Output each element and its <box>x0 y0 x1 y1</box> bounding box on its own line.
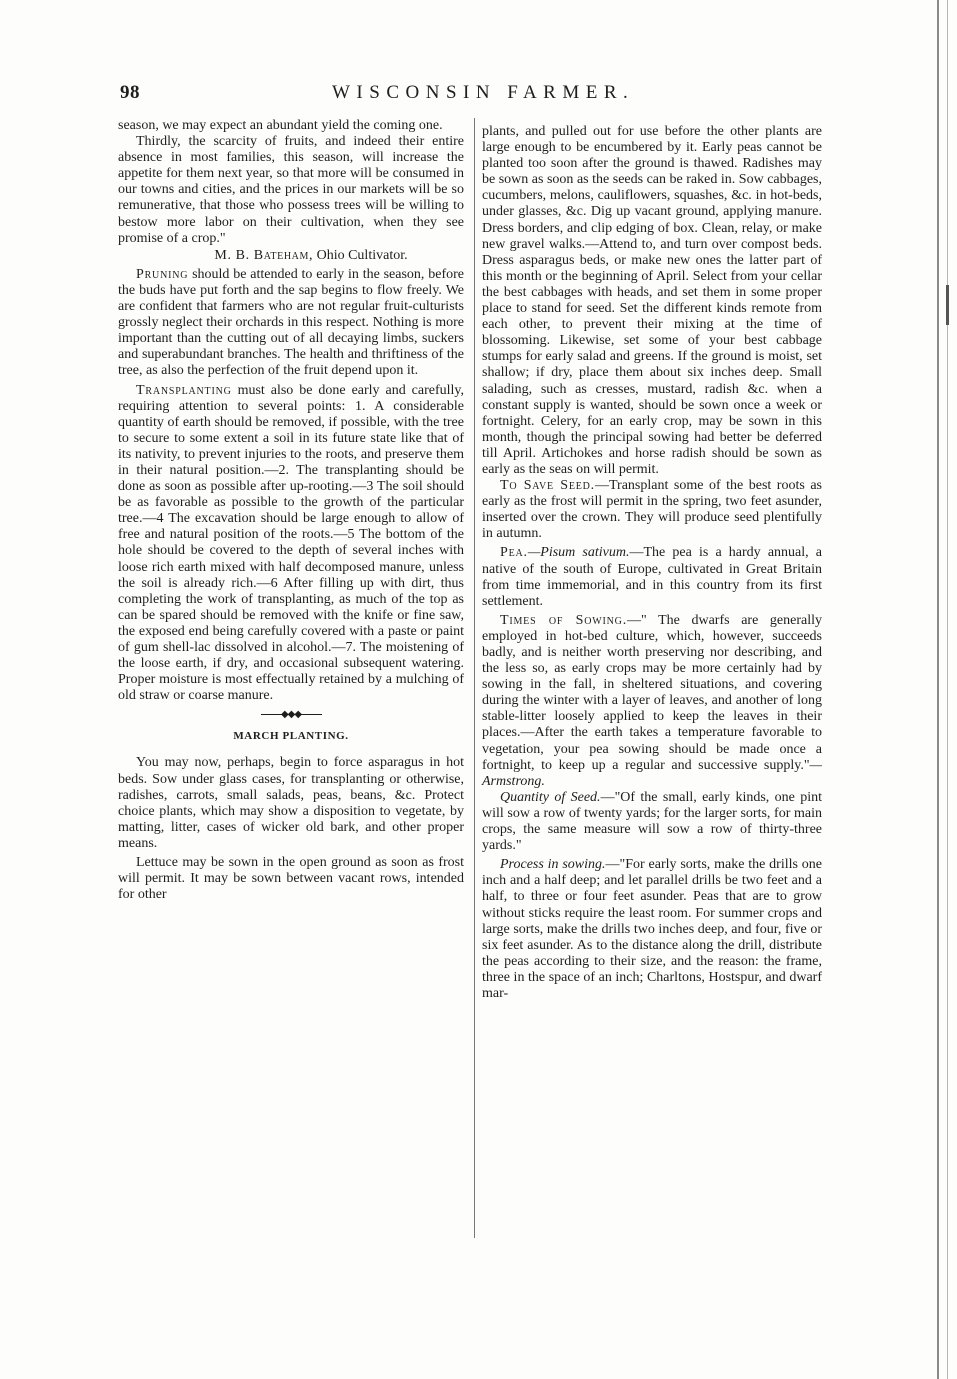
section-heading: MARCH PLANTING. <box>233 730 349 743</box>
paragraph-continued: season, we may expect an abundant yield the coming one. <box>118 118 443 133</box>
page-edge-line <box>947 0 948 1379</box>
paragraph-march-2: Lettuce may be sown in the open ground as soon as frost will permit. It may be sown between vacant rows, intended for other <box>118 855 464 903</box>
paragraph-pea <box>482 545 822 609</box>
binding-edge-line <box>937 0 939 1379</box>
page-header <box>120 82 830 110</box>
pruning-text: should be attended to early in the season, before the buds have put forth and the sap begins to flow freely. We are confident that farmers who are not regular fruit-culturists grossly neglect their orchards in this respect. Nothing is more important than the cutting out of all decaying limbs, suckers and superabundant branches. The health and thriftiness of the tree, as also the perfection of the fruit depend upon it. <box>118 266 464 379</box>
save-seed-text: —Transplant some of the best roots as early as the frost will permit in the spring, two feet asunder, inserted over the crown. They will produce seed plentifully in autumn. <box>482 478 822 542</box>
pruning-lead: Pruning <box>136 266 189 282</box>
signature <box>118 248 464 264</box>
pea-text: —The pea is a hardy annual, a native of the south of Europe, cultivated in Great Britain from time immemorial, and in this country from its first settlement. <box>482 545 823 609</box>
paragraph-plants: plants, and pulled out for use before the other plants are large enough to be encumbered by it. Early peas cannot be planted too soon after the ground is thawed. Radishes may be sown as soon as the seeds can be raked in. Sow cabbages, cucumbers, melons, cauliflowers, squashes, &c. in hot-beds, under glasses, &c. Dig up vacant ground, applying manure. Dress borders, and clip edging of box. Clean, relay, or make new gravel walks.—Attend to, and turn over compost beds. Dress asparagus beds, or make new ones the latter part of this month or the beginning of April. Select from your cellar the best cabbages with heads, and set them in some proper place to stand for seed. Set the different kinds remote from each other, to prevent their mixing at the time of blossoming. Likewise, set some of your best cabbage stumps for early salad and greens. If the ground is moist, set shallow; if dry, place them about six inches deep. Small salading, such as cresses, mustard, radish &c. when a constant supply is wanted, should be sown once a week or fortnight. Celery, for an early crop, may be sown in this month, though the principal sowing had better be deferred till April. Artichokes and horse radish should be sown as early as the seas on will permit. <box>482 124 822 477</box>
pea-lead: Pea. <box>500 545 528 561</box>
left-column <box>118 118 464 903</box>
paragraph-process <box>482 857 822 1002</box>
page-number: 98 <box>120 82 140 103</box>
section-ornament: ⎯⎯⎯⎯⎯◆◆◆⎯⎯⎯⎯⎯ <box>260 709 322 721</box>
paragraph-save-seed <box>482 478 822 542</box>
process-lead: Process in sowing. <box>500 857 606 873</box>
signature-name: M. B. Bateham, <box>214 247 314 263</box>
transplanting-lead: Transplanting <box>136 382 232 398</box>
scan-mark <box>946 285 949 325</box>
paragraph-times-of-sowing <box>482 613 822 790</box>
signature-source: Ohio Cultivator. <box>316 247 408 263</box>
times-text: —" The dwarfs are generally employed in hot-bed culture, which, however, succeeds badly, and is neither worth preserving nor describing, and the less so, as early crops may be more certainly had by sowing in the fall, in sheltered situations, and covering during the winter with a layer of leaves, and another of long stable-litter loosely applied to keep the leaves in their places.—After the earth takes a temperature favorable to vegetation, your pea sowing should be made once a fortnight, to keep up a regular and successive supply." <box>482 612 822 773</box>
quantity-text: —"Of the small, early kinds, one pint will sow a row of twenty yards; for the larger sorts, for main crops, the same measure will sow a row of thirty-three yards." <box>482 789 823 854</box>
transplanting-text: must also be done early and carefully, requiring attention to several points: 1. A considerable quantity of earth should be removed, if possible, with the tree to secure to some extent a soil in its future state like that of its nativity, to prevent injuries to the roots, and preserve them in their natural position.—2. The transplanting should be done as soon as possible after up-rooting.—3 The soil should be as favorable as possible to the growth of the particular tree.—4 The excavation should be large enough to allow of free and natural position of the roots.—5 The bottom of the hole should be covered to the depth of several inches with loose rich earth mixed with half decomposed manure, unless the soil is already rich.—6 After filling up with dirt, thus completing the work of transplanting, as much of the top as can be spared should be removed with the knife or fine saw, the exposed end being carefully covered with a paste or paint of gum shell-lac dissolved in alcohol.—7. The moistening of the loose earth, if dry, and occasional subsequent watering. Proper moisture is most effectually retained by a mulching of old straw or coarse manure. <box>118 382 464 704</box>
quantity-lead: Quantity of Seed. <box>500 789 601 805</box>
right-column <box>482 124 822 1002</box>
times-attribution: —Armstrong. <box>482 757 822 789</box>
paragraph-pruning <box>118 267 464 380</box>
paragraph-transplanting <box>118 383 464 705</box>
paragraph-quantity <box>482 790 822 854</box>
paragraph-thirdly: Thirdly, the scarcity of fruits, and indeed their entire absence in most families, this season, will increase the appetite for them next year, so that more will be consumed in our towns and cities, and the prices in our markets will be so remunerative, that those who possess trees will be willing to bestow more labor on their cultivation, when they see promise of a crop." <box>118 134 464 246</box>
times-lead: Times of Sowing. <box>500 612 627 628</box>
column-rule <box>474 118 475 1238</box>
pea-latin: —Pisum sativum. <box>527 545 630 561</box>
save-seed-lead: To Save Seed. <box>500 478 595 494</box>
paragraph-march-1: You may now, perhaps, begin to force asparagus in hot beds. Sow under glass cases, for transplanting or otherwise, radishes, carrots, small salads, peas, beans, &c. Protect choice plants, which may show a disposition to vegetate, by matting, litter, cases of wicker old bark, and other proper means. <box>118 755 464 851</box>
process-text: —"For early sorts, make the drills one inch and a half deep; and let parallel drills be two feet and a half, to three or four feet asunder. Peas that are to grow without sticks require the least room. For summer crops and large sorts, make the drills two inches deep, and four, five or six feet asunder. As to the distance along the drill, distribute the peas according to their size, and the reason: the frame, three in the space of an inch; Charltons, Hostspur, and dwarf mar- <box>482 857 822 1001</box>
running-title: WISCONSIN FARMER. <box>332 82 635 103</box>
